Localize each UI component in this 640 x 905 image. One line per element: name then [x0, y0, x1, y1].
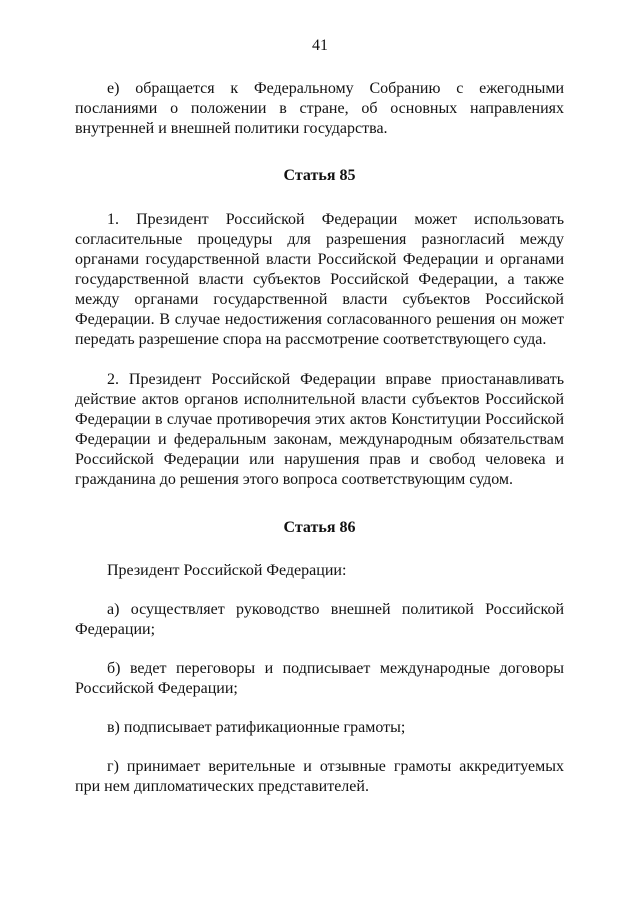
article-86-item-b: б) ведет переговоры и подписывает международные договоры Российской Федерации;	[75, 660, 564, 697]
article-86-paragraph-intro: Президент Российской Федерации:	[107, 562, 347, 579]
article-86-title: Статья 86	[283, 519, 356, 536]
article-86-item-c: в) подписывает ратификационные грамоты;	[107, 719, 406, 736]
document-body	[75, 79, 564, 797]
article-86-item-d: г) принимает верительные и отзывные грамоты аккредитуемых при нем дипломатических представителей.	[75, 758, 564, 795]
article-86-item-a: а) осуществляет руководство внешней политикой Российской Федерации;	[75, 601, 564, 638]
page-number: 41	[312, 37, 328, 54]
article-85-paragraph-2: 2. Президент Российской Федерации вправе приостанавливать действие актов органов исполнительной власти субъектов Российской Федерации в случае противоречия этих актов Конституции Российской Федерации и федеральным законам, международным обязательствам Российской Федерации или нарушения прав и свобод человека и гражданина до решения этого вопроса соответствующим судом.	[75, 371, 564, 488]
intro-paragraph: е) обращается к Федеральному Собранию с ежегодными посланиями о положении в стране, об основных направлениях внутренней и внешней политики государства.	[75, 80, 564, 137]
article-85-paragraph-1: 1. Президент Российской Федерации может использовать согласительные процедуры для разрешения разногласий между органами государственной власти Российской Федерации и органами государственной власти субъектов Российской Федерации, а также между органами государственной власти субъектов Российской Федерации. В случае недостижения согласованного решения он может передать разрешение спора на рассмотрение соответствующего суда.	[75, 211, 564, 348]
article-85-title: Статья 85	[283, 167, 356, 184]
